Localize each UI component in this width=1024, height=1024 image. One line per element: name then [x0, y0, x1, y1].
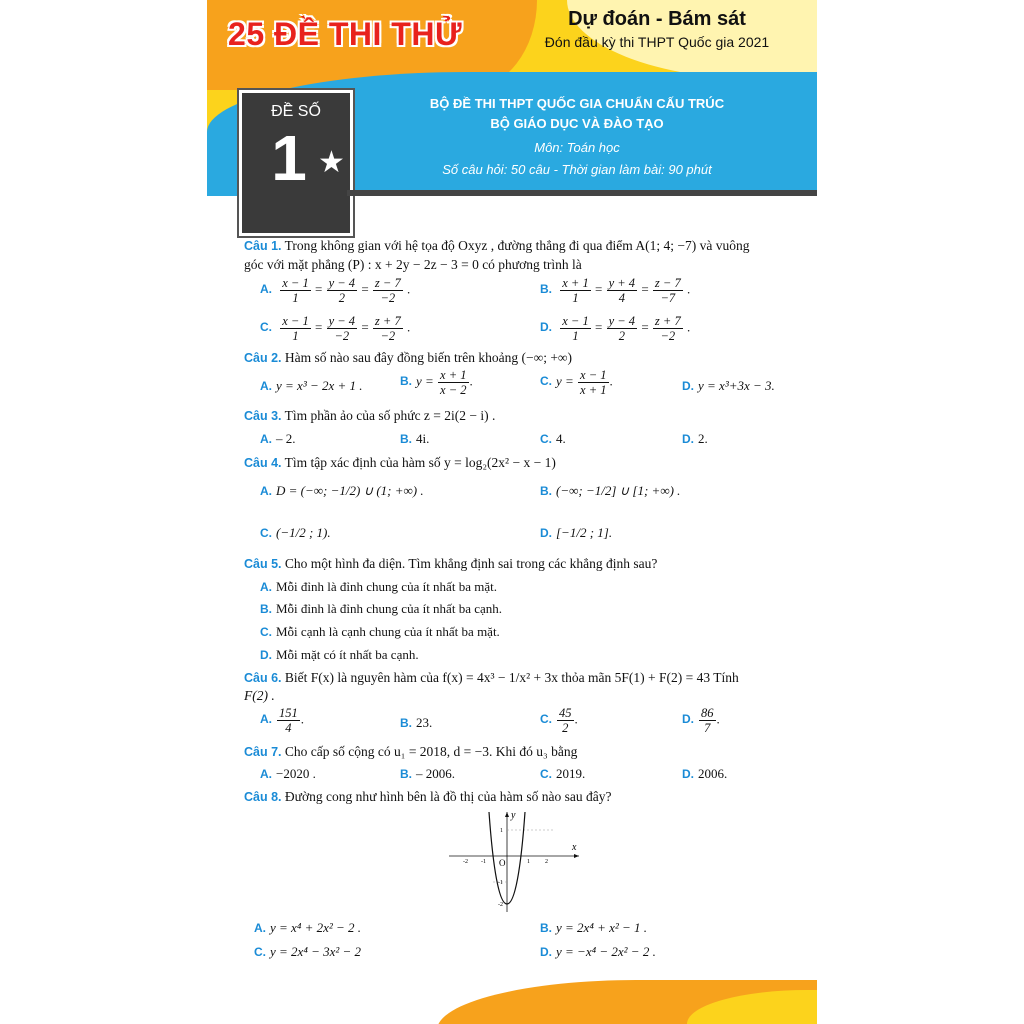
option-label: D. — [682, 767, 694, 781]
option-text: Mỗi mặt có ít nhất ba cạnh. — [276, 647, 419, 662]
option-label: D. — [540, 320, 552, 335]
denominator: 7 — [704, 721, 711, 735]
option-label: D. — [682, 379, 694, 393]
fraction — [560, 276, 590, 305]
question-3 — [244, 407, 804, 425]
option-label: B. — [400, 374, 412, 389]
question-text: F(2) . — [244, 688, 275, 703]
question-text: góc với mặt phẳng (P) : x + 2y − 2z − 3 = 0 có phương trình là — [244, 257, 582, 272]
q6-option-a: A. $\frac{151}{4}$ . — [260, 706, 304, 735]
option-text: −2020 . — [276, 766, 316, 781]
option-text: y = x³ − 2x + 1 . — [276, 378, 363, 393]
numerator: z − 7 — [374, 276, 401, 290]
numerator: x − 1 — [282, 276, 309, 290]
numerator: z + 7 — [374, 314, 401, 328]
origin-label: O — [499, 858, 506, 868]
denominator: −7 — [660, 291, 676, 305]
option-label: D. — [540, 945, 552, 959]
option-text: y = x³+3x − 3. — [698, 378, 775, 393]
q4-option-c — [260, 524, 331, 542]
q6-option-b — [400, 714, 432, 732]
fraction — [653, 276, 683, 305]
header-divider — [347, 190, 817, 196]
option-label: A. — [260, 484, 272, 498]
numerator: y + 4 — [608, 276, 636, 290]
question-text: Đường cong như hình bên là đồ thị của hàm số nào sau đây? — [284, 789, 612, 804]
tick-y: -2 — [498, 902, 503, 908]
option-text: (−∞; −1/2] ∪ [1; +∞) . — [556, 483, 681, 498]
numerator: y − 4 — [328, 314, 356, 328]
q5-option-a — [260, 578, 497, 596]
question-text: Trong không gian với hệ tọa độ Oxyz , đường thẳng đi qua điểm A(1; 4; −7) và vuông — [284, 238, 750, 253]
tagline-1: Dự đoán - Bám sát — [568, 8, 746, 30]
y-axis-arrow — [505, 812, 509, 817]
option-label: C. — [254, 945, 266, 959]
tick-x: -1 — [481, 859, 486, 865]
q3-option-a — [260, 430, 296, 448]
denominator: −2 — [334, 329, 350, 343]
numerator: y − 4 — [608, 314, 636, 328]
q2-option-b: B. y = $\frac{x + 1}{x - 2}$ . — [400, 368, 473, 397]
option-text: 4. — [556, 431, 566, 446]
q7-option-b — [400, 765, 455, 783]
question-4 — [244, 454, 804, 472]
exam-number-badge — [239, 90, 353, 236]
question-8 — [244, 788, 804, 806]
q8-option-a — [254, 919, 361, 937]
tick-y: 1 — [500, 828, 503, 834]
q8-option-c — [254, 943, 361, 961]
tagline-2: Đón đầu kỳ thi THPT Quốc gia 2021 — [544, 34, 770, 50]
star-icon: ★ — [318, 146, 345, 179]
q6-option-c: C. $\frac{45}{2}$ . — [540, 706, 578, 735]
header-line-2: BỘ GIÁO DỤC VÀ ĐÀO TẠO — [490, 116, 664, 131]
exam-number-label: ĐỀ SỐ — [271, 103, 321, 120]
option-label: B. — [400, 716, 412, 730]
option-text: 2019. — [556, 766, 586, 781]
option-label: B. — [400, 432, 412, 446]
option-text: y = x⁴ + 2x² − 2 . — [270, 920, 362, 935]
q4-option-d — [540, 524, 612, 542]
q2-option-a — [260, 377, 363, 395]
q2-option-d — [682, 377, 775, 395]
option-label: C. — [260, 625, 272, 639]
denominator: 2 — [562, 721, 569, 735]
option-text: y = — [416, 373, 434, 389]
exam-number: 1 — [271, 122, 307, 194]
option-label: D. — [260, 648, 272, 662]
option-text: 2006. — [698, 766, 728, 781]
question-text: Cho một hình đa diện. Tìm khẳng định sai trong các khẳng định sau? — [284, 556, 658, 571]
exam-info-line: Số câu hỏi: 50 câu - Thời gian làm bài: 90 phút — [442, 162, 712, 177]
x-axis-label: x — [572, 842, 577, 853]
q7-option-d — [682, 765, 727, 783]
fraction — [373, 276, 403, 305]
numerator: x + 1 — [440, 368, 467, 382]
option-text: [−1/2 ; 1]. — [556, 525, 613, 540]
option-label: B. — [400, 767, 412, 781]
denominator: 1 — [292, 329, 299, 343]
q5-option-c — [260, 623, 500, 641]
denominator: 1 — [572, 291, 579, 305]
fraction — [373, 314, 403, 343]
option-text: y = — [556, 373, 574, 389]
option-text: y = 2x⁴ + x² − 1 . — [556, 920, 648, 935]
numerator: y − 4 — [328, 276, 356, 290]
option-label: D. — [682, 712, 694, 727]
fraction — [653, 314, 683, 343]
question-1-line-2 — [244, 256, 804, 274]
option-label: D. — [540, 526, 552, 540]
tick-x: -2 — [463, 859, 468, 865]
question-text: Biết F(x) là nguyên hàm của f(x) = 4x³ − 1/x² + 3x thỏa mãn 5F(1) + F(2) = 43 Tính — [284, 670, 739, 685]
denominator: 4 — [285, 721, 292, 735]
question-label: Câu 4. — [244, 456, 282, 470]
option-label: C. — [540, 767, 552, 781]
option-text: Mỗi đỉnh là đỉnh chung của ít nhất ba mặt. — [276, 579, 497, 594]
question-label: Câu 1. — [244, 239, 282, 253]
numerator: z − 7 — [654, 276, 681, 290]
denominator: 1 — [572, 329, 579, 343]
question-1 — [244, 237, 804, 255]
q2-option-c: C. y = $\frac{x - 1}{x + 1}$ . — [540, 368, 613, 397]
q3-option-d — [682, 430, 708, 448]
option-label: C. — [540, 374, 552, 389]
q7-option-c — [540, 765, 585, 783]
numerator: x + 1 — [562, 276, 589, 290]
option-label: B. — [540, 921, 552, 935]
denominator: x + 1 — [580, 383, 607, 397]
q1-option-c: C. $\frac{x - 1}{1}$ = $\frac{y - 4}{-2}$ = $\frac{z + 7}{-2}$ . — [260, 314, 411, 343]
header-line-1: BỘ ĐỀ THI THPT QUỐC GIA CHUẨN CẤU TRÚC — [429, 96, 725, 111]
denominator: x − 2 — [440, 383, 467, 397]
question-label: Câu 6. — [244, 671, 282, 685]
function-graph — [445, 808, 585, 916]
q4-option-a — [260, 482, 424, 500]
denominator: −2 — [380, 329, 396, 343]
y-axis-label: y — [511, 810, 516, 821]
numerator: 45 — [559, 706, 572, 720]
option-label: D. — [682, 432, 694, 446]
denominator: 1 — [292, 291, 299, 305]
fraction — [578, 368, 608, 397]
option-text: Mỗi cạnh là cạnh chung của ít nhất ba mặt. — [276, 624, 500, 639]
option-label: C. — [540, 712, 552, 727]
question-label: Câu 8. — [244, 790, 282, 804]
question-5 — [244, 555, 804, 573]
question-label: Câu 5. — [244, 557, 282, 571]
q8-option-b — [540, 919, 647, 937]
q4-option-b — [540, 482, 680, 500]
fraction — [280, 276, 310, 305]
option-text: (−1/2 ; 1). — [276, 525, 331, 540]
book-title: 25 ĐỀ THI THỬ — [228, 16, 462, 52]
option-text: D = (−∞; −1/2) ∪ (1; +∞) . — [276, 483, 424, 498]
option-text: – 2006. — [416, 766, 455, 781]
tick-x: 2 — [545, 859, 548, 865]
denominator: 2 — [618, 329, 625, 343]
fraction — [327, 276, 357, 305]
question-text: Tìm tập xác định của hàm số y = log₂(2x² − x − 1) — [284, 455, 556, 470]
question-text: Hàm số nào sau đây đồng biến trên khoảng (−∞; +∞) — [284, 350, 573, 365]
question-7 — [244, 743, 804, 761]
tick-y: -1 — [498, 880, 503, 886]
q1-option-a: A. $\frac{x - 1}{1}$ = $\frac{y - 4}{2}$ = $\frac{z - 7}{-2}$ . — [260, 276, 411, 305]
numerator: 151 — [279, 706, 298, 720]
q6-option-d: D. $\frac{86}{7}$ . — [682, 706, 720, 735]
denominator: −2 — [660, 329, 676, 343]
question-6-line-2 — [244, 687, 804, 705]
q5-option-b — [260, 600, 502, 618]
fraction — [607, 314, 637, 343]
fraction — [327, 314, 357, 343]
question-6 — [244, 669, 804, 687]
q3-option-b — [400, 430, 429, 448]
option-label: C. — [260, 320, 272, 335]
q1-option-d: D. $\frac{x - 1}{1}$ = $\frac{y - 4}{2}$ = $\frac{z + 7}{-2}$ . — [540, 314, 691, 343]
numerator: x − 1 — [580, 368, 607, 382]
fraction — [699, 706, 716, 735]
numerator: 86 — [701, 706, 714, 720]
fraction — [280, 314, 310, 343]
option-label: A. — [254, 921, 266, 935]
option-label: C. — [540, 432, 552, 446]
numerator: x − 1 — [282, 314, 309, 328]
option-text: 23. — [416, 715, 433, 730]
numerator: z + 7 — [654, 314, 681, 328]
option-label: A. — [260, 282, 272, 297]
q8-option-d — [540, 943, 656, 961]
question-label: Câu 7. — [244, 745, 282, 759]
x-axis-arrow — [574, 854, 579, 858]
fraction — [607, 276, 637, 305]
q3-option-c — [540, 430, 566, 448]
option-label: C. — [260, 526, 272, 540]
option-label: B. — [540, 282, 552, 297]
fraction — [438, 368, 468, 397]
fraction — [560, 314, 590, 343]
question-text: Tìm phần ảo của số phức z = 2i(2 − i) . — [284, 408, 496, 423]
option-label: A. — [260, 767, 272, 781]
denominator: 4 — [618, 291, 625, 305]
question-label: Câu 3. — [244, 409, 282, 423]
document-page — [207, 0, 817, 1024]
numerator: x − 1 — [562, 314, 589, 328]
question-2 — [244, 349, 804, 367]
option-text: Mỗi đỉnh là đỉnh chung của ít nhất ba cạnh. — [276, 601, 503, 616]
option-label: A. — [260, 712, 272, 727]
option-label: B. — [540, 484, 552, 498]
option-text: 4i. — [416, 431, 430, 446]
denominator: −2 — [380, 291, 396, 305]
question-text: Cho cấp số cộng có u₁ = 2018, d = −3. Khi đó u₃ bằng — [284, 744, 578, 759]
denominator: 2 — [338, 291, 345, 305]
tick-x: 1 — [527, 859, 530, 865]
option-label: B. — [260, 602, 272, 616]
fraction — [557, 706, 574, 735]
option-label: A. — [260, 379, 272, 393]
option-text: y = 2x⁴ − 3x² − 2 — [270, 944, 362, 959]
option-text: – 2. — [276, 431, 296, 446]
fraction — [277, 706, 300, 735]
option-label: A. — [260, 580, 272, 594]
subject-line: Môn: Toán học — [534, 140, 620, 155]
option-label: A. — [260, 432, 272, 446]
q5-option-d — [260, 646, 419, 664]
question-label: Câu 2. — [244, 351, 282, 365]
option-text: 2. — [698, 431, 708, 446]
q1-option-b: B. $\frac{x + 1}{1}$ = $\frac{y + 4}{4}$ = $\frac{z - 7}{-7}$ . — [540, 276, 691, 305]
q7-option-a — [260, 765, 316, 783]
option-text: y = −x⁴ − 2x² − 2 . — [556, 944, 656, 959]
